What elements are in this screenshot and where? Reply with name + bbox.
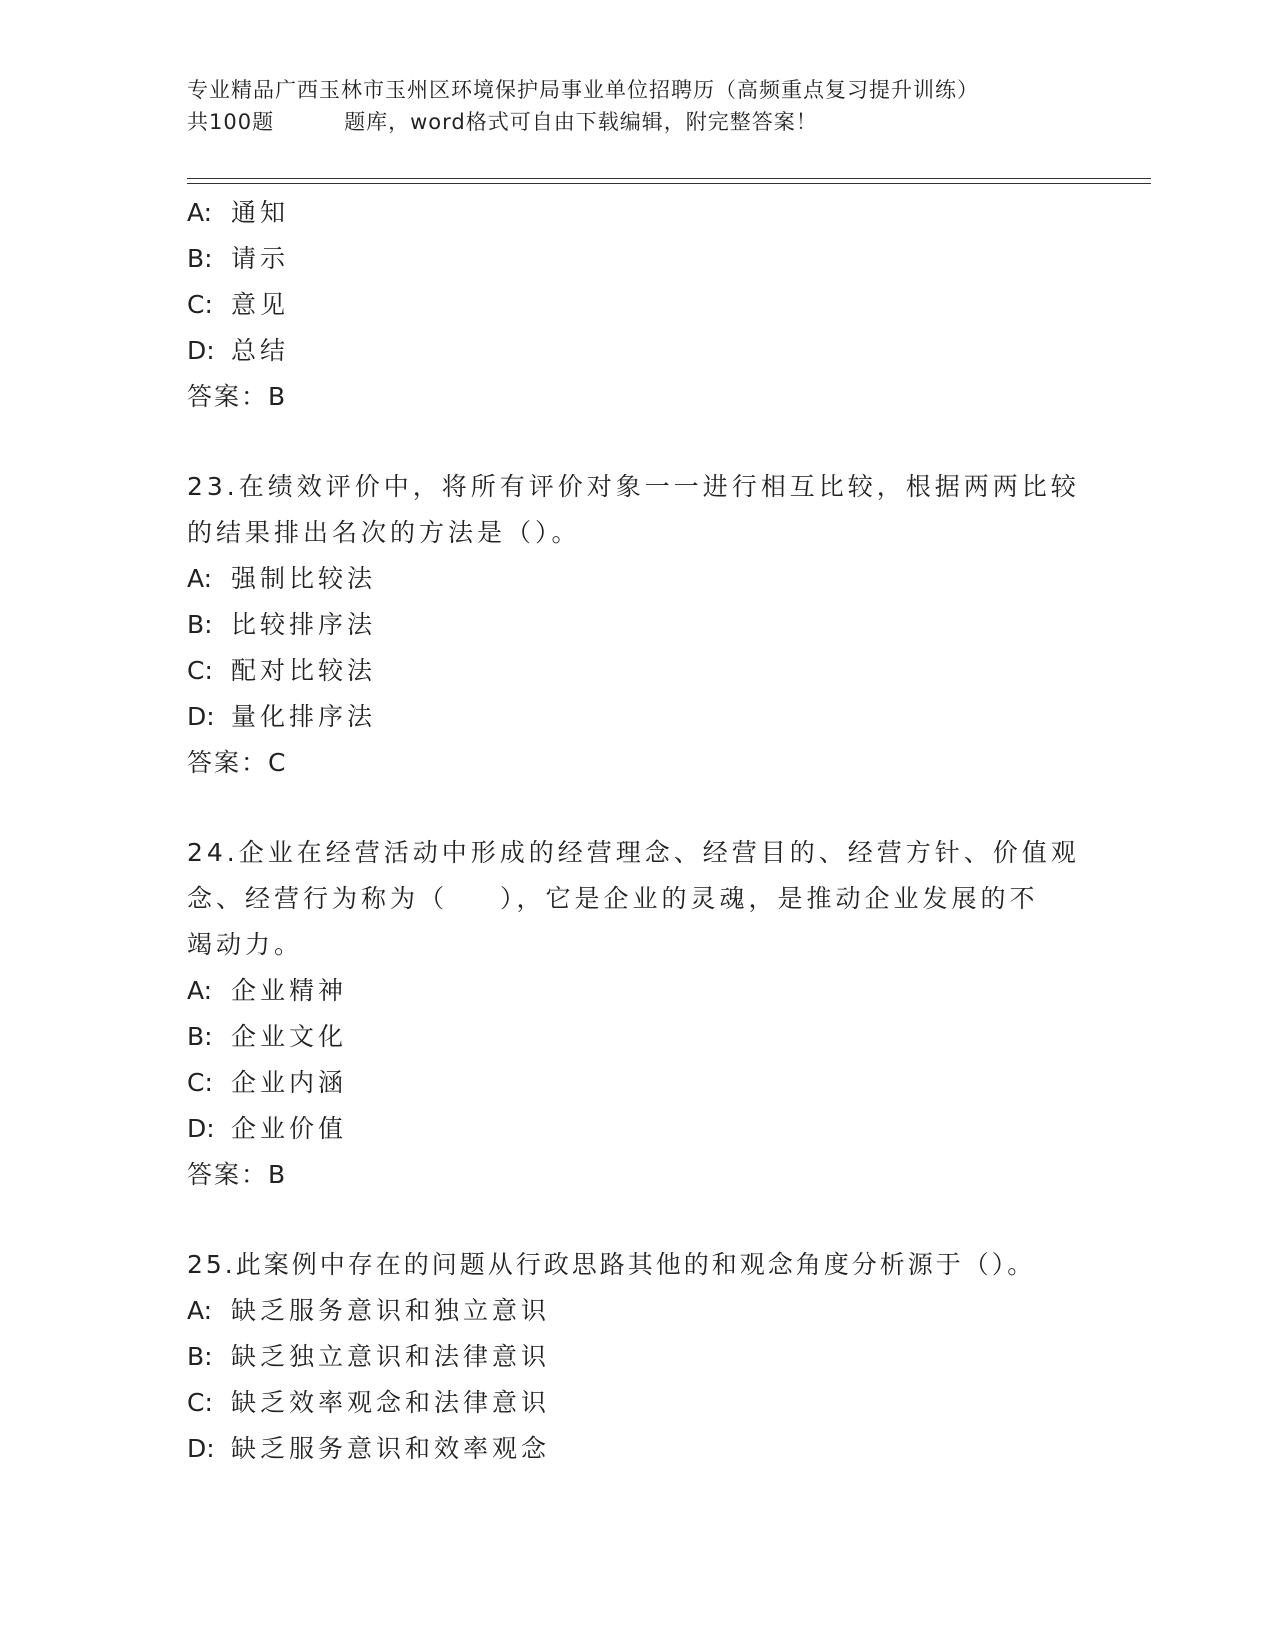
question-23: [187, 464, 1087, 786]
question-25: [187, 1242, 1087, 1472]
option-c: C: 企业内涵: [187, 1068, 348, 1097]
option-a: A: 企业精神: [187, 976, 348, 1005]
question-text: 25.此案例中存在的问题从行政思路其他的和观念角度分析源于（）。: [187, 1250, 1036, 1279]
option-a: A: 强制比较法: [187, 564, 377, 593]
header-question-count: 共100题: [187, 110, 275, 134]
option-b: B: 比较排序法: [187, 610, 377, 639]
option-d: D: 缺乏服务意识和效率观念: [187, 1434, 551, 1463]
answer-line: 答案：B: [187, 382, 288, 411]
answer-line: 答案：C: [187, 748, 288, 777]
answer-line: 答案：B: [187, 1160, 288, 1189]
option-b: B: 企业文化: [187, 1022, 348, 1051]
option-c: C: 缺乏效率观念和法律意识: [187, 1388, 551, 1417]
option-c: C: 配对比较法: [187, 656, 377, 685]
option-d: D: 量化排序法: [187, 702, 377, 731]
document-body: [187, 190, 1087, 1472]
option-b: B: 请示: [187, 244, 290, 273]
option-c: C: 意见: [187, 290, 290, 319]
header-divider-bottom: [187, 183, 1151, 184]
option-d: D: 企业价值: [187, 1114, 348, 1143]
option-a: A: 通知: [187, 198, 290, 227]
question-text: 23.在绩效评价中，将所有评价对象一一进行相互比较，根据两两比较 的结果排出名次的方法是（）。: [187, 472, 1080, 547]
option-a: A: 缺乏服务意识和独立意识: [187, 1296, 551, 1325]
header-subtitle: [187, 106, 1087, 138]
header-title: 专业精品广西玉林市玉州区环境保护局事业单位招聘历（高频重点复习提升训练）: [187, 78, 979, 102]
question-22-continued: [187, 190, 1087, 420]
document-header: [187, 74, 1087, 138]
question-text: 24.企业在经营活动中形成的经营理念、经营目的、经营方针、价值观 念、经营行为称为（ ），它是企业的灵魂，是推动企业发展的不 竭动力。: [187, 838, 1080, 959]
question-24: [187, 830, 1087, 1198]
option-b: B: 缺乏独立意识和法律意识: [187, 1342, 551, 1371]
header-divider-top: [187, 178, 1151, 179]
option-d: D: 总结: [187, 336, 290, 365]
header-description: 题库，word格式可自由下载编辑，附完整答案！: [344, 110, 818, 134]
